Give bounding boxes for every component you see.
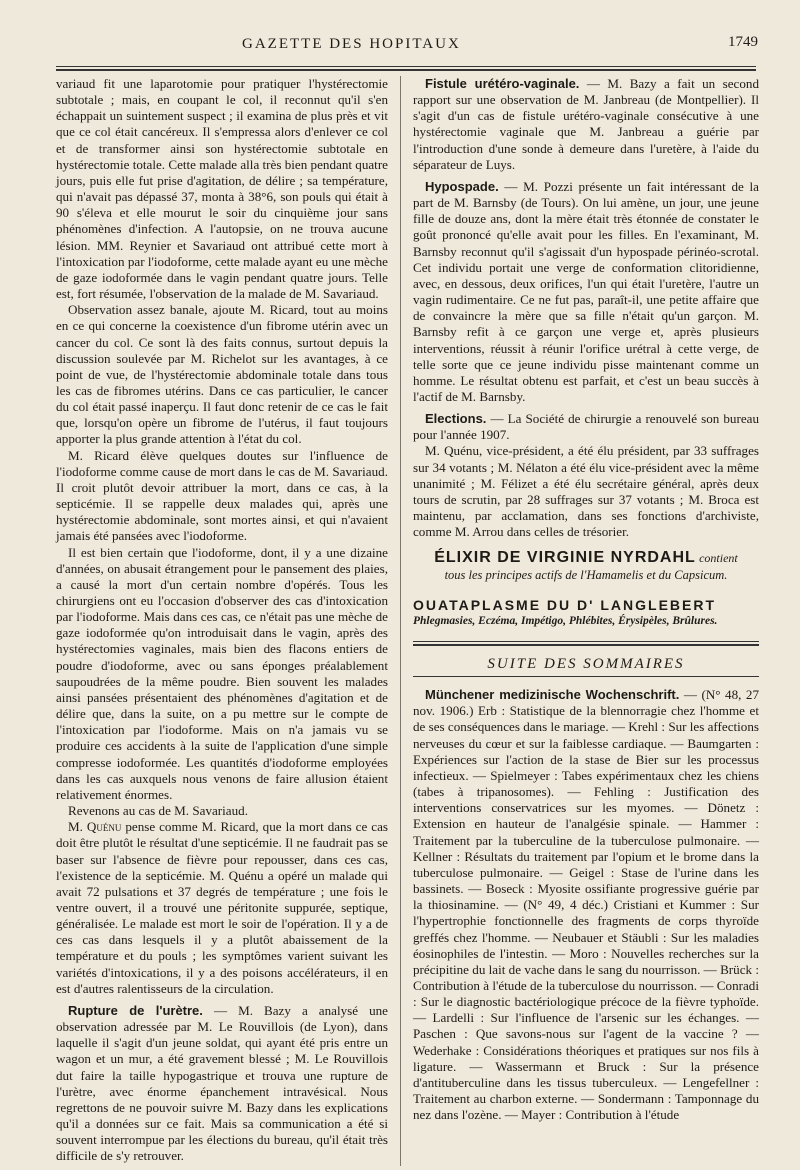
paragraph: M. Ricard élève quelques doutes sur l'influence de l'iodoforme comme cause de mort dans le cas de M. Savariaud. Il croit plutôt devoir attribuer la mort, dans ce cas, à la septicémie. Il se rappelle deux malades qui, après une hystérectomie abdominale, sont mortes ainsi, et qui n'avaient jamais été pansées avec l'iodoforme.	[56, 447, 388, 544]
paragraph	[56, 819, 388, 997]
paragraph-text: — La Société de chirurgie a renouvelé son bureau pour l'année 1907.	[413, 411, 759, 443]
left-column	[56, 76, 388, 1164]
ad-product-name: ÉLIXIR DE VIRGINIE NYRDAHL	[434, 549, 696, 567]
ad-product-name: OUATAPLASME DU D' LANGLEBERT	[413, 596, 717, 613]
section-heading: Fistule urétéro-vaginale.	[425, 76, 580, 91]
paragraph: M. Quénu, vice-président, a été élu président, par 33 suffrages sur 34 votants ; M. Nélaton a été élu vice-président avec la même unanimité ; M. Félizet a été élu secrétaire général, après deux tours de scrutin, par 28 suffrages sur 37 votants ; M. Broca est maintenu, par acclamation, dans ses fonctions d'archiviste, comme M. Arrou dans celles de trésorier.	[413, 443, 759, 540]
section-rule	[413, 676, 759, 677]
section-heading: Hypospade.	[425, 178, 499, 194]
paragraph	[56, 1003, 388, 1165]
section-title: SUITE DES SOMMAIRES	[487, 656, 685, 672]
paragraph	[413, 76, 759, 173]
paragraph	[413, 179, 759, 405]
paragraph-text: — M. Bazy a analysé une observation adressée par M. Le Rouvillois (de Lyon), dans laquelle il s'agit d'un jeune soldat, qui ayant été pris entre un wagon et un mur, a été gravement blessé ; M. Le Rouvillois dut faire la taille hypogastrique et trouva une rupture de l'urètre, avec énorme épanchement intravésical. Nous regrettons de ne pouvoir suivre M. Bazy dans les explications qu'il a données sur ce fait. Mais sa communication a été si souvent interrompue par les élections du bureau, qu'il était très difficile de s'y retrouver.	[56, 1002, 388, 1164]
header-rule-thick	[56, 69, 756, 71]
ad-description: tous les principes actifs de l'Hamamelis et du Capsicum.	[444, 567, 728, 582]
column-divider	[400, 76, 401, 1166]
journal-title: GAZETTE DES HOPITAUX	[242, 36, 461, 52]
paragraph-text: — M. Pozzi présente un fait intéressant de la part de M. Barnsby (de Tours). On lui amène, un jour, une jeune fille de douze ans, dont la mère était très étonnée de constater le goût prononcé qu'elle avait pour les filles. En l'examinant, M. Barnsby reconnut qu'il s'agissait d'un hypospade périnéo-scrotal. Cet individu portait une verge de conformation clitoridienne, avec, en dessous, deux orifices, l'un qui était l'uretère, l'autre un vagin rudimentaire. Ce ne fut pas, paraît-il, une petite affaire que de convaincre la mère que sa fille n'était qu'un garçon. M. Barnsby refit à ce garçon une verge et, après plusieurs interventions, réussit à réunir l'orifice urétral à cette verge, de telle sorte que ce jeune individu pisse maintenant comme un homme. Le résultat obtenu est parfait, et c'est un beau succès à l'actif de M. Barnsby.	[413, 178, 759, 404]
header-rule	[56, 66, 756, 67]
paragraph-text: — M. Bazy a fait un second rapport sur une observation de M. Janbreau (de Montpellier). Il s'agit d'un cas de fistule urétéro-vaginale consécutive à une hystérectomie vaginale que M. Janbreau a guérie par l'introduction d'une sonde à demeure dans l'uretère, à l'aide du séparateur de Luys.	[413, 76, 760, 172]
paragraph: Observation assez banale, ajoute M. Ricard, tout au moins en ce qui concerne la coexistence d'un fibrome utérin avec un cancer du col. Ce sont là des faits connus, surtout depuis la discussion soulevée par M. Richelot sur les avantages, à ce point de vue, de l'hystérectomie abdominale totale dans tous les cas de fibromes utérins. Dans ce cas particulier, le cancer du col était passé inaperçu. Il faut donc retenir de ce cas le fait que, lorsqu'on opère un fibrome de l'utérus, il faut toujours apporter la plus grande attention à l'état du col.	[56, 302, 388, 447]
section-heading: Münchener medizinische Wochenschrift.	[425, 687, 680, 703]
page-number: 1749	[728, 34, 758, 50]
right-column	[413, 76, 759, 1123]
paragraph: variaud fit une laparotomie pour pratiquer l'hystérectomie subtotale ; mais, en coupant le col, il reconnut qu'il s'en échappait un suintement suspect ; il examina de plus près et vit que ce col était cancéreux. Il s'empressa alors d'enlever ce col et de transformer ainsi son hystérectomie subtotale en hystérectomie totale. Cette malade alla très bien pendant quatre jours, puis elle fut prise d'agitation, de délire ; sa température, qui n'avait pas dépassé 37, monta à 38°6, son pouls qui était à 90 s'éleva et elle mourut le soir du cinquième jour sans phénomènes d'infection. A l'autopsie, on ne trouva aucune lésion. MM. Reynier et Savariaud ont attribué cette mort à l'intoxication par l'iodoforme, cette malade ayant eu une mèche de gaze iodoformée dans le vagin pendant quatre jours. Telle est, fort résumée, l'observation de la malade de M. Savariaud.	[56, 76, 388, 302]
ad-description: Phlegmasies, Eczéma, Impétigo, Phlébites, Érysipèles, Brûlures.	[413, 614, 718, 627]
section-heading: Elections.	[425, 411, 487, 427]
paragraph: Il est bien certain que l'iodoforme, dont, il y a une dizaine d'années, on abusait étrangement pour le pansement des plaies, a causé la mort d'un certain nombre d'opérés. Tous les chirurgiens ont eu l'occasion d'observer des cas d'intoxication par l'iodoforme. Mais dans ces cas, ce n'était pas une mèche de gaze iodoformée qu'on introduisait dans le vagin, après des hystérectomies vaginales, mais bien des flacons entiers de poudre d'iodoforme, avec ou sans éponges préalablement saupoudrées de la même poudre. Bien souvent les malades ainsi pansées présentaient des phénomènes d'agitation et de délire que, dans la suite, on a pu mettre sur le compte de l'intoxication par l'iodoforme. Mais on n'a jamais vu se produire ces accidents à la suite de l'application d'une simple compresse iodoformée. Les quantités d'iodoforme employées dans les cas auxquels nous venons de faire allusion étaient relativement énormes.	[56, 544, 388, 802]
section-heading: Rupture de l'urètre.	[68, 1002, 203, 1018]
paragraph: Revenons au cas de M. Savariaud.	[68, 803, 248, 819]
speaker-name: M. Quénu	[68, 819, 122, 835]
advertisement-ouate	[413, 597, 759, 629]
section-rule	[413, 641, 759, 642]
paragraph-text: pense comme M. Ricard, que la mort dans ce cas doit être plutôt le résultat d'une septicémie. Il ne faudrait pas se baser sur l'absence de fièvre pour repousser, dans ces cas, l'existence de la septicémie. M. Quénu a opéré un malade qui avait 72 pulsations et 37 degrés de température ; une fois le ventre ouvert, il a trouvé une péritonite suppurée, septique, généralisée. Le malade est mort le soir de l'opération. Il y a de ces cas dans lesquels il y a plutôt abaissement de la température et du pouls ; les symptômes varient suivant les variétés d'intoxications, il y a des poisons accélérateurs, il en est d'autres ralentisseurs de la circulation.	[56, 819, 388, 996]
section-rule-thick	[413, 644, 759, 646]
paragraph	[413, 411, 759, 443]
ad-tag: contient	[699, 551, 738, 566]
running-head	[0, 36, 800, 60]
advertisement-elixir	[413, 550, 759, 582]
paragraph-text: — (N° 48, 27 nov. 1906.) Erb : Statistique de la blennorragie chez l'homme et de ses conséquences dans le mariage. — Krehl : Sur les affections nerveuses du cœur et sur la faiblesse cardiaque. — Baumgarten : Expériences sur l'action de la stase de Bier sur les processus infectieux. — Spielmeyer : Tabes expérimentaux chez les chiens (tabes à tripanosomes). — Fehling : Justification des interventions conservatrices sur les myomes. — Dönetz : Extension en hauteur de l'analgésie spinale. — Hammer : Traitement par la tuberculine de la tuberculose pulmonaire. — Kellner : Résultats du traitement par l'opium et le brome dans la tuberculose pulmonaire. — Geigel : Stase de l'urine dans les bassinets. — Boseck : Myosite ossifiante progressive guérie par la thiosinamine. — (N° 49, 4 déc.) Cristiani et Kummer : Sur l'hypertrophie fonctionnelle des fragments de corps thyroïde greffés chez l'homme. — Neubauer et Stäubli : Sur les maladies éosinophiles de l'intestin. — Moro : Nouvelles recherches sur la précipitine du lait de vache dans le sang du nourrisson. — Brück : Contribution à l'étude de la tuberculose du nourrisson. — Conradi : Sur le diagnostic bactériologique précoce de la fièvre typhoïde. — Lardelli : Sur l'influence de l'arsenic sur les échanges. — Paschen : Que savons-nous sur l'agent de la vaccine ? — Wederhake : Considérations théoriques et pratiques sur nos fils à ligature. — Wassermann et Bruck : Sur la présence d'antituberculine dans les tissus tuberculeux. — Lengefellner : Traitement au charbon externe. — Sondermann : Tamponnage du nez dans l'ozène. — Mayer : Contribution à l'étude	[413, 687, 759, 1123]
paragraph	[413, 687, 759, 1123]
